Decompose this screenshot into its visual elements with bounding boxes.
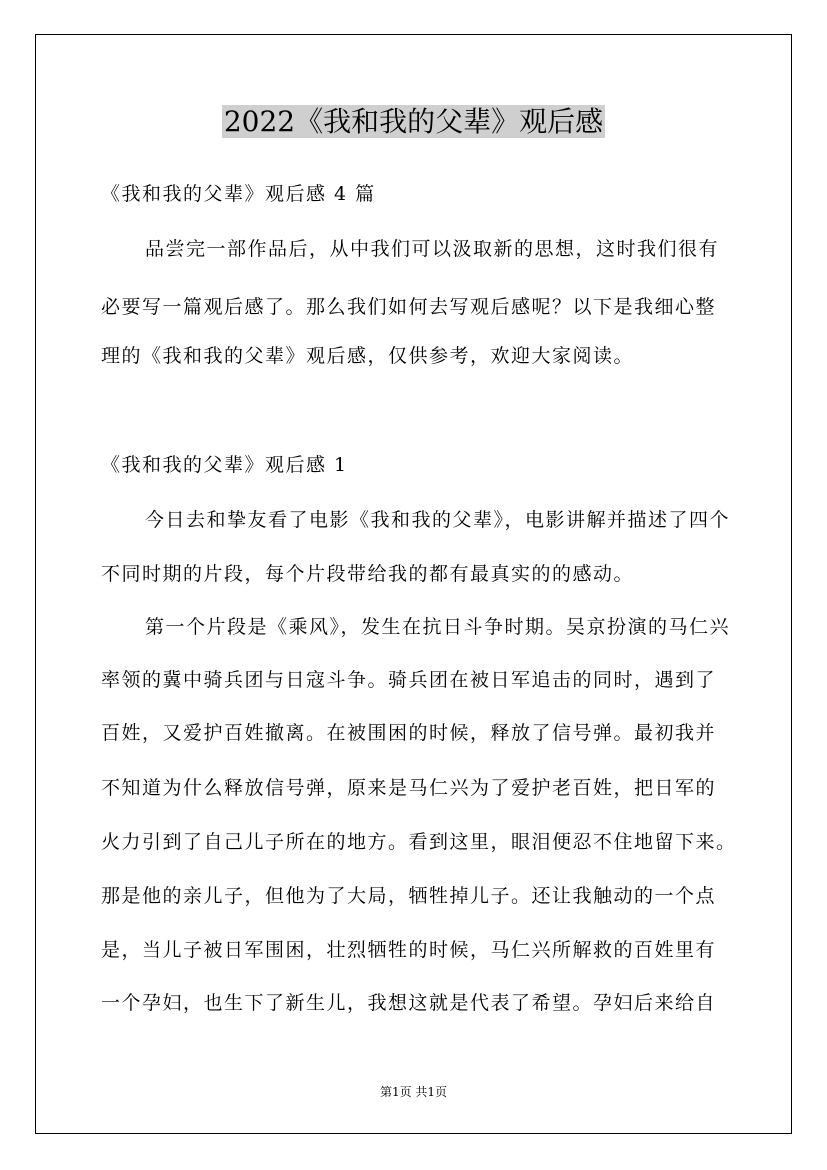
paragraph-line: 率领的冀中骑兵团与日寇斗争。骑兵团在被日军追击的同时，遇到了 [101,669,717,691]
intro-line: 品尝完一部作品后，从中我们可以汲取新的思想，这时我们很有 [145,238,720,260]
document-title [0,102,827,142]
paragraph-line: 不同时期的片段，每个片段带给我的都有最真实的的感动。 [101,563,635,585]
intro-line: 理的《我和我的父辈》观后感，仅供参考，欢迎大家阅读。 [101,345,635,367]
paragraph-line: 火力引到了自己儿子所在的地方。看到这里，眼泪便忍不住地留下来。 [101,831,737,853]
paragraph-line: 不知道为什么释放信号弹，原来是马仁兴为了爱护老百姓，把日军的 [101,777,717,799]
paragraph-line: 是，当儿子被日军围困，壮烈牺牲的时候，马仁兴所解救的百姓里有 [101,939,717,961]
document-title-text: 2022《我和我的父辈》观后感 [223,105,604,138]
document-subtitle: 《我和我的父辈》观后感 4 篇 [101,183,376,205]
paragraph-line: 今日去和挚友看了电影《我和我的父辈》，电影讲解并描述了四个 [145,509,731,531]
section-heading: 《我和我的父辈》观后感 1 [101,454,348,476]
paragraph-line: 那是他的亲儿子，但他为了大局，牺牲掉儿子。还让我触动的一个点 [101,885,717,907]
page-footer: 第1页 共1页 [379,1085,448,1099]
paragraph-line: 百姓，又爱护百姓撤离。在被围困的时候，释放了信号弹。最初我并 [101,722,717,744]
intro-line: 必要写一篇观后感了。那么我们如何去写观后感呢？以下是我细心整 [101,296,717,318]
paragraph-line: 第一个片段是《乘风》，发生在抗日斗争时期。吴京扮演的马仁兴 [145,616,731,638]
paragraph-line: 一个孕妇，也生下了新生儿，我想这就是代表了希望。孕妇后来给自 [101,992,717,1014]
